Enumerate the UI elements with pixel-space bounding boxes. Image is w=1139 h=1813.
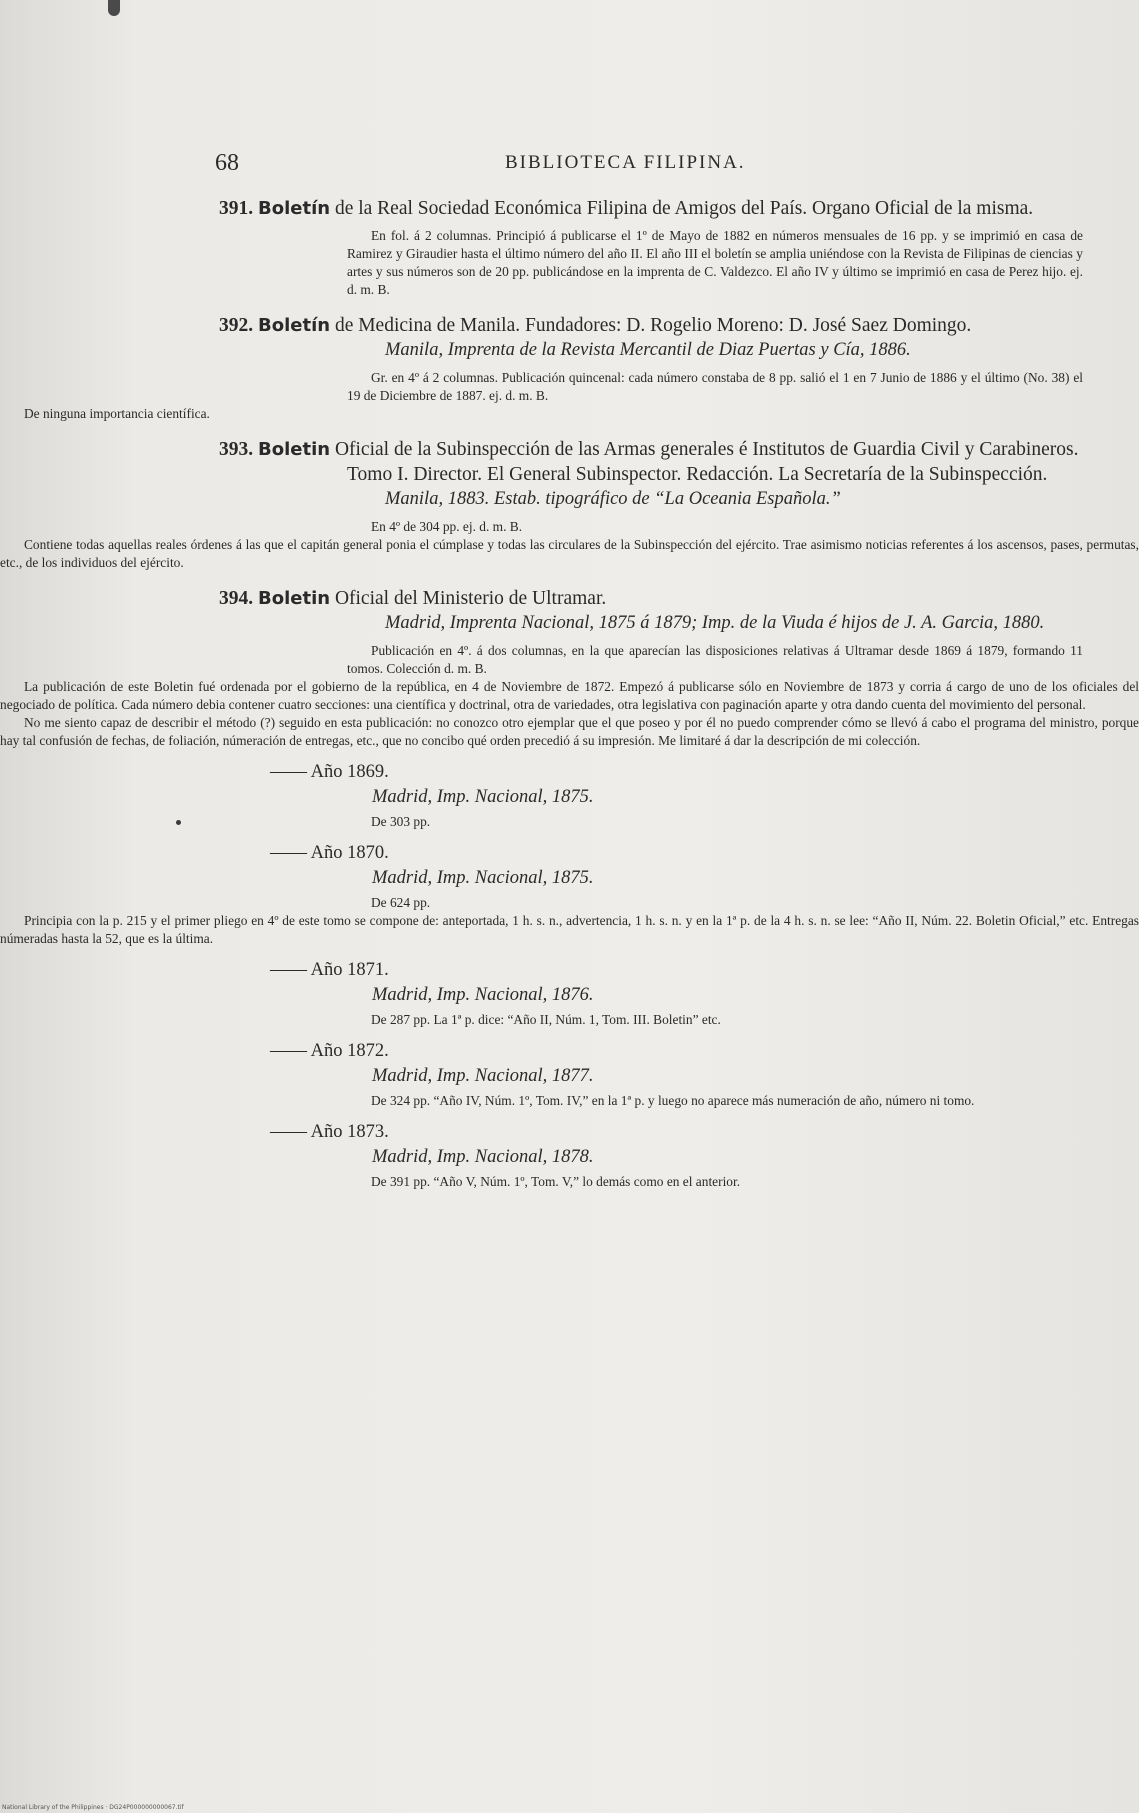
entry-392 <box>0 313 1139 423</box>
entry-note: La publicación de este Boletin fué ordenada por el gobierno de la república, en 4 de Noviembre de 1872. Empezó á publicarse sólo en Noviembre de 1873 y corria á cargo de uno de los oficiales del negociado de política. Cada número debia contener cuatro secciones: una científica y doctrinal, otra de variedades, otra legislativa con paginación aparte y otra dando cuenta del movimiento del personal. <box>0 679 1139 712</box>
entry-title: Oficial del Ministerio de Ultramar. <box>334 588 607 609</box>
year-note: De 624 pp. <box>371 895 431 910</box>
year-entry-1870 <box>0 841 1139 948</box>
entry-393 <box>0 437 1139 572</box>
year-note: De 391 pp. “Año V, Núm. 1º, Tom. V,” lo demás como en el anterior. <box>371 1174 741 1189</box>
year-label: —— Año 1872. <box>270 1041 389 1061</box>
entry-heading <box>219 196 1083 221</box>
entry-note: En fol. á 2 columnas. Principió á publicarse el 1º de Mayo de 1882 en números mensuales de 16 pp. y se imprimió en casa de Ramirez y Giraudier hasta el último número del año II. El año III el boletín se amplia uniéndose con la Revista de Filipinas de ciencias y artes y sus números son de 20 pp. publicándose en la imprenta de C. Valdezco. El año IV y último se imprimió en casa de Perez hijo. ej. d. m. B. <box>347 228 1083 297</box>
entry-note: Contiene todas aquellas reales órdenes á las que el capitán general ponia el cúmplase y todas las circulares de la Subinspección del ejército. Trae asimismo noticias referentes á los ascensos, pases, permutas, etc., de los individuos del ejército. <box>0 537 1139 570</box>
entry-note: En 4º de 304 pp. ej. d. m. B. <box>371 519 523 534</box>
year-note: Principia con la p. 215 y el primer pliego en 4º de este tomo se compone de: anteportada, 1 h. s. n., advertencia, 1 h. s. n. y en la 1ª p. de la 4 h. s. n. se lee: “Año II, Núm. 22. Boletin Oficial,” etc. Entregas númeradas hasta la 52, que es la última. <box>0 913 1139 946</box>
year-imprint: Madrid, Imp. Nacional, 1877. <box>372 1066 594 1086</box>
year-note: De 287 pp. La 1ª p. dice: “Año II, Núm. 1, Tom. III. Boletin” etc. <box>371 1012 721 1027</box>
year-label: —— Año 1870. <box>270 843 389 863</box>
year-note: De 303 pp. <box>371 814 431 829</box>
entry-heading-word: Boletin <box>258 439 331 460</box>
page-number: 68 <box>215 150 239 176</box>
entry-note: Publicación en 4º. á dos columnas, en la que aparecían las disposiciones relativas á Ultramar desde 1869 á 1879, formando 11 tomos. Colección d. m. B. <box>347 643 1083 676</box>
year-label: —— Año 1871. <box>270 960 389 980</box>
entry-number: 391. <box>219 198 254 219</box>
entry-note: Gr. en 4º á 2 columnas. Publicación quincenal: cada número constaba de 8 pp. salió el 1 en 7 Junio de 1886 y el último (No. 38) el 19 de Diciembre de 1887. ej. d. m. B. <box>347 370 1083 403</box>
entry-note: De ninguna importancia científica. <box>24 406 210 421</box>
year-imprint: Madrid, Imp. Nacional, 1876. <box>372 985 594 1005</box>
entry-heading <box>219 437 1083 487</box>
entry-note: No me siento capaz de describir el método (?) seguido en esta publicación: no conozco otro ejemplar que el que poseo y por él no puedo comprender cómo se llevó á cabo el programa del ministro, porque hay tal confusión de fechas, de foliación, númeración de entregas, etc., que no concibo qué orden precedió á su impresión. Me limitaré á dar la descripción de mi colección. <box>0 715 1139 748</box>
year-note: De 324 pp. “Año IV, Núm. 1º, Tom. IV,” en la 1ª p. y luego no aparece más numeración de año, número ni tomo. <box>371 1093 975 1108</box>
year-imprint: Madrid, Imp. Nacional, 1875. <box>372 787 594 807</box>
entry-number: 392. <box>219 315 254 336</box>
entry-number: 394. <box>219 588 254 609</box>
entry-heading-word: Boletin <box>258 588 331 609</box>
year-entry-1873 <box>0 1120 1139 1191</box>
entry-heading <box>219 586 1083 611</box>
year-entry-1869 <box>0 760 1139 831</box>
page-content <box>0 196 1139 1191</box>
year-label: —— Año 1873. <box>270 1122 389 1142</box>
entry-heading-word: Boletín <box>258 198 331 219</box>
entry-number: 393. <box>219 439 254 460</box>
entry-heading <box>219 313 1083 338</box>
entry-title: de la Real Sociedad Económica Filipina de Amigos del País. Organo Oficial de la misma. <box>334 198 1034 219</box>
scan-credit: National Library of the Philippines · DG24P000000000067.tif <box>2 1804 184 1811</box>
running-head <box>215 150 1075 180</box>
entry-imprint: Manila, Imprenta de la Revista Mercantil de Diaz Puertas y Cía, 1886. <box>385 340 911 360</box>
ink-blot <box>108 0 120 16</box>
entry-394 <box>0 586 1139 750</box>
entry-heading-word: Boletín <box>258 315 331 336</box>
year-entry-1871 <box>0 958 1139 1029</box>
year-imprint: Madrid, Imp. Nacional, 1875. <box>372 868 594 888</box>
year-entry-1872 <box>0 1039 1139 1110</box>
entry-title: Oficial de la Subinspección de las Armas generales é Institutos de Guardia Civil y Carabineros. Tomo I. Director. El General Subinspector. Redacción. La Secretaría de la Subinspección. <box>334 439 1079 485</box>
year-label: —— Año 1869. <box>270 762 389 782</box>
entry-title: de Medicina de Manila. Fundadores: D. Rogelio Moreno: D. José Saez Domingo. <box>334 315 972 336</box>
entry-391 <box>0 196 1139 299</box>
year-imprint: Madrid, Imp. Nacional, 1878. <box>372 1147 594 1167</box>
page-header-title: BIBLIOTECA FILIPINA. <box>505 152 746 173</box>
entry-imprint: Madrid, Imprenta Nacional, 1875 á 1879; Imp. de la Viuda é hijos de J. A. Garcia, 1880. <box>385 613 1045 633</box>
entry-imprint: Manila, 1883. Estab. tipográfico de “La Oceania Española.” <box>385 489 841 509</box>
